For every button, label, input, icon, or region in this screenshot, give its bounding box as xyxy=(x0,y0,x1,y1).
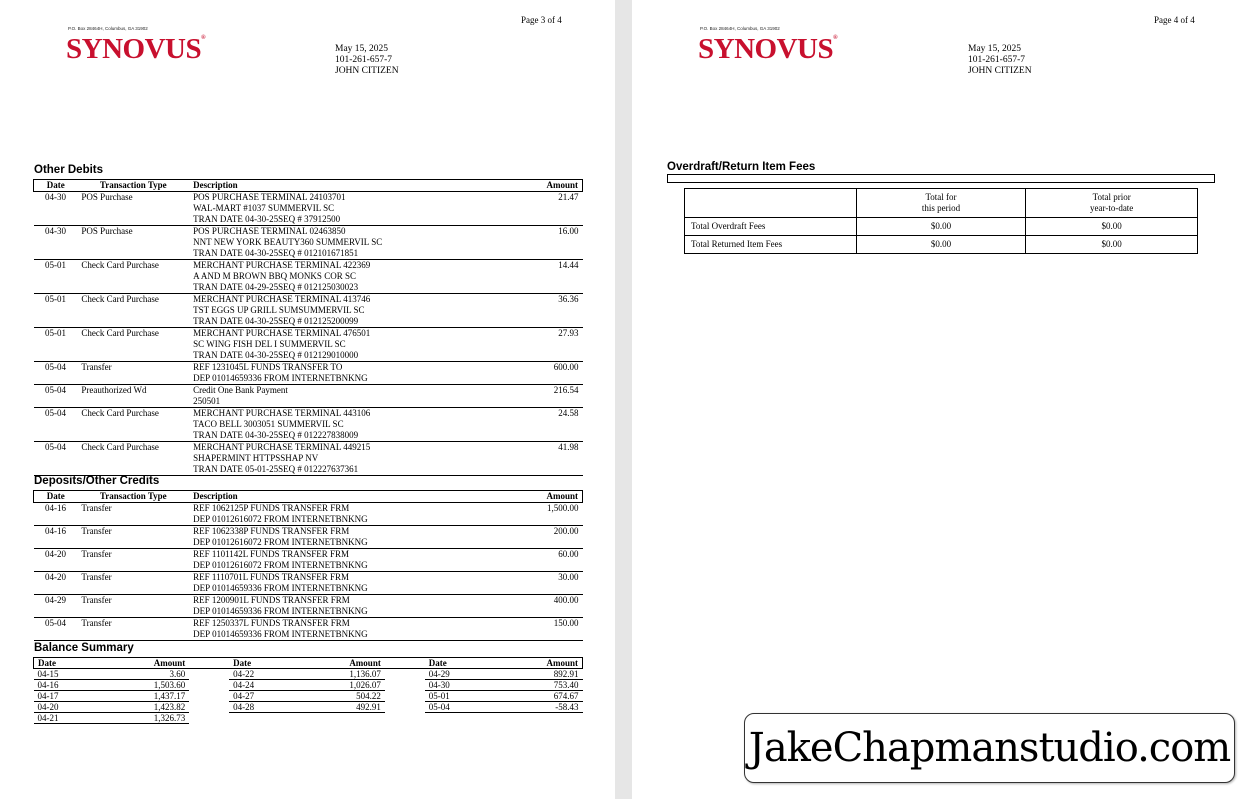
balance-amount: 504.22 xyxy=(269,691,385,702)
description-line: TACO BELL 3003051 SUMMERVIL SC xyxy=(193,419,344,429)
bank-address: P.O. Box 28464H, Columbus, GA 31902 xyxy=(68,26,148,31)
txn-description xyxy=(189,385,487,408)
column-header: Transaction Type xyxy=(77,491,189,503)
balance-date: 04-27 xyxy=(229,691,269,702)
column-header: Date xyxy=(34,658,74,669)
balance-date: 04-29 xyxy=(425,669,465,680)
txn-type: Check Card Purchase xyxy=(77,260,189,294)
description-line: MERCHANT PURCHASE TERMINAL 449215 xyxy=(193,442,371,452)
txn-description xyxy=(189,526,487,549)
description-line: POS PURCHASE TERMINAL 02463850 xyxy=(193,226,346,236)
column-header: Transaction Type xyxy=(77,180,189,192)
description-line: MERCHANT PURCHASE TERMINAL 443106 xyxy=(193,408,371,418)
description-line: SC WING FISH DEL I SUMMERVIL SC xyxy=(193,339,346,349)
txn-date: 05-04 xyxy=(34,442,78,476)
balance-amount: 753.40 xyxy=(465,680,583,691)
txn-date: 04-29 xyxy=(34,595,78,618)
account-number: 101-261-657-7 xyxy=(335,55,392,65)
section-divider xyxy=(667,174,1215,183)
txn-type: Transfer xyxy=(77,526,189,549)
txn-date: 05-04 xyxy=(34,385,78,408)
txn-date: 05-01 xyxy=(34,260,78,294)
txn-type: Check Card Purchase xyxy=(77,408,189,442)
description-line: TRAN DATE 04-30-25SEQ # 012101671851 xyxy=(193,248,359,258)
balance-amount: 492.91 xyxy=(269,702,385,713)
balance-amount: 1,437.17 xyxy=(73,691,189,702)
txn-date: 04-30 xyxy=(34,192,78,226)
txn-date: 04-30 xyxy=(34,226,78,260)
balance-amount: 1,423.82 xyxy=(73,702,189,713)
table-row xyxy=(34,595,583,618)
deposits-table xyxy=(33,490,583,641)
statement-date: May 15, 2025 xyxy=(968,44,1022,54)
description-line: REF 1062338P FUNDS TRANSFER FRM xyxy=(193,526,350,536)
balance-amount: 674.67 xyxy=(465,691,583,702)
column-header: Amount xyxy=(487,491,583,503)
page-number: Page 3 of 4 xyxy=(521,15,562,25)
overdraft-fees-table xyxy=(684,188,1198,254)
description-line: MERCHANT PURCHASE TERMINAL 413746 xyxy=(193,294,371,304)
txn-amount: 150.00 xyxy=(487,618,583,641)
description-line: TST EGGS UP GRILL SUMSUMMERVIL SC xyxy=(193,305,365,315)
column-header: Amount xyxy=(269,658,385,669)
bank-address: P.O. Box 28464H, Columbus, GA 31902 xyxy=(700,26,780,31)
txn-type: POS Purchase xyxy=(77,192,189,226)
description-line: WAL-MART #1037 SUMMERVIL SC xyxy=(193,203,335,213)
txn-amount: 14.44 xyxy=(487,260,583,294)
txn-amount: 16.00 xyxy=(487,226,583,260)
balance-date: 04-16 xyxy=(34,680,74,691)
txn-amount: 60.00 xyxy=(487,549,583,572)
table-row xyxy=(34,294,583,328)
balance-amount: 3.60 xyxy=(73,669,189,680)
txn-description xyxy=(189,226,487,260)
txn-type: Transfer xyxy=(77,549,189,572)
table-row xyxy=(34,362,583,385)
txn-type: Check Card Purchase xyxy=(77,328,189,362)
txn-amount: 21.47 xyxy=(487,192,583,226)
table-row xyxy=(34,192,583,226)
txn-amount: 400.00 xyxy=(487,595,583,618)
fee-label: Total Overdraft Fees xyxy=(685,218,857,236)
description-line: REF 1231045L FUNDS TRANSFER TO xyxy=(193,362,343,372)
statement-header xyxy=(968,44,1032,77)
txn-date: 05-01 xyxy=(34,328,78,362)
txn-type: Transfer xyxy=(77,618,189,641)
other-debits-table xyxy=(33,179,583,476)
description-line: TRAN DATE 04-30-25SEQ # 37912500 xyxy=(193,214,341,224)
balance-amount: 892.91 xyxy=(465,669,583,680)
description-line: MERCHANT PURCHASE TERMINAL 476501 xyxy=(193,328,371,338)
txn-date: 04-20 xyxy=(34,549,78,572)
description-line: REF 1062125P FUNDS TRANSFER FRM xyxy=(193,503,350,513)
txn-type: Preauthorized Wd xyxy=(77,385,189,408)
txn-description xyxy=(189,549,487,572)
fee-period-value: $0.00 xyxy=(856,236,1026,254)
balance-date: 05-04 xyxy=(425,702,465,713)
column-header-ytd: Total prior year-to-date xyxy=(1026,189,1198,218)
column-header: Amount xyxy=(487,180,583,192)
description-line: DEP 01014659336 FROM INTERNETBNKNG xyxy=(193,583,368,593)
balance-summary-table xyxy=(33,657,583,724)
balance-date: 04-15 xyxy=(34,669,74,680)
table-row xyxy=(34,328,583,362)
description-line: Credit One Bank Payment xyxy=(193,385,288,395)
txn-date: 04-16 xyxy=(34,503,78,526)
table-row xyxy=(34,408,583,442)
txn-description xyxy=(189,192,487,226)
txn-date: 05-01 xyxy=(34,294,78,328)
txn-type: Transfer xyxy=(77,362,189,385)
description-line: DEP 01014659336 FROM INTERNETBNKNG xyxy=(193,629,368,639)
balance-amount: 1,026.07 xyxy=(269,680,385,691)
balance-date: 04-28 xyxy=(229,702,269,713)
column-header: Description xyxy=(189,180,487,192)
description-line: REF 1250337L FUNDS TRANSFER FRM xyxy=(193,618,350,628)
bank-logo: SYNOVUS® xyxy=(698,33,838,65)
account-number: 101-261-657-7 xyxy=(968,55,1025,65)
description-line: DEP 01012616072 FROM INTERNETBNKNG xyxy=(193,514,368,524)
balance-date: 04-20 xyxy=(34,702,74,713)
description-line: DEP 01014659336 FROM INTERNETBNKNG xyxy=(193,606,368,616)
statement-header xyxy=(335,44,399,77)
other-debits-title: Other Debits xyxy=(34,164,104,176)
txn-type: POS Purchase xyxy=(77,226,189,260)
txn-amount: 600.00 xyxy=(487,362,583,385)
table-row xyxy=(34,572,583,595)
fee-row xyxy=(685,236,1198,254)
txn-description xyxy=(189,572,487,595)
column-header: Description xyxy=(189,491,487,503)
txn-date: 04-16 xyxy=(34,526,78,549)
txn-amount: 27.93 xyxy=(487,328,583,362)
deposits-title: Deposits/Other Credits xyxy=(34,475,160,487)
description-line: REF 1200901L FUNDS TRANSFER FRM xyxy=(193,595,350,605)
description-line: DEP 01012616072 FROM INTERNETBNKNG xyxy=(193,560,368,570)
txn-description xyxy=(189,503,487,526)
txn-description xyxy=(189,328,487,362)
balance-amount: 1,326.73 xyxy=(73,713,189,724)
description-line: TRAN DATE 04-30-25SEQ # 012129010000 xyxy=(193,350,359,360)
column-header-period: Total for this period xyxy=(856,189,1026,218)
txn-date: 04-20 xyxy=(34,572,78,595)
txn-description xyxy=(189,408,487,442)
description-line: A AND M BROWN BBQ MONKS COR SC xyxy=(193,271,356,281)
txn-description xyxy=(189,618,487,641)
balance-row xyxy=(34,713,583,724)
balance-date: 04-22 xyxy=(229,669,269,680)
description-line: TRAN DATE 04-29-25SEQ # 012125030023 xyxy=(193,282,359,292)
bank-logo: SYNOVUS® xyxy=(66,33,206,65)
description-line: POS PURCHASE TERMINAL 24103701 xyxy=(193,192,346,202)
fee-ytd-value: $0.00 xyxy=(1026,236,1198,254)
description-line: DEP 01014659336 FROM INTERNETBNKNG xyxy=(193,373,368,383)
txn-date: 05-04 xyxy=(34,618,78,641)
txn-description xyxy=(189,442,487,476)
table-row xyxy=(34,260,583,294)
column-header: Amount xyxy=(465,658,583,669)
column-header: Amount xyxy=(73,658,189,669)
txn-amount: 24.58 xyxy=(487,408,583,442)
table-row xyxy=(34,549,583,572)
column-header: Date xyxy=(229,658,269,669)
description-line: REF 1101142L FUNDS TRANSFER FRM xyxy=(193,549,350,559)
balance-date: 04-30 xyxy=(425,680,465,691)
txn-type: Check Card Purchase xyxy=(77,294,189,328)
fee-ytd-value: $0.00 xyxy=(1026,218,1198,236)
txn-description xyxy=(189,294,487,328)
balance-row xyxy=(34,669,583,680)
table-row xyxy=(34,385,583,408)
txn-amount: 216.54 xyxy=(487,385,583,408)
column-header: Date xyxy=(34,180,78,192)
description-line: REF 1110701L FUNDS TRANSFER FRM xyxy=(193,572,350,582)
description-line: DEP 01012616072 FROM INTERNETBNKNG xyxy=(193,537,368,547)
balance-amount: 1,136.07 xyxy=(269,669,385,680)
txn-amount: 36.36 xyxy=(487,294,583,328)
balance-date: 05-01 xyxy=(425,691,465,702)
txn-type: Check Card Purchase xyxy=(77,442,189,476)
balance-summary-title: Balance Summary xyxy=(34,642,134,654)
txn-type: Transfer xyxy=(77,595,189,618)
txn-description xyxy=(189,260,487,294)
txn-date: 05-04 xyxy=(34,408,78,442)
txn-description xyxy=(189,595,487,618)
balance-row xyxy=(34,702,583,713)
description-line: TRAN DATE 05-01-25SEQ # 012227637361 xyxy=(193,464,359,474)
table-row xyxy=(34,618,583,641)
txn-amount: 1,500.00 xyxy=(487,503,583,526)
txn-amount: 30.00 xyxy=(487,572,583,595)
balance-row xyxy=(34,680,583,691)
balance-date: 04-17 xyxy=(34,691,74,702)
column-header: Date xyxy=(425,658,465,669)
customer-name: JOHN CITIZEN xyxy=(968,66,1032,76)
txn-description xyxy=(189,362,487,385)
balance-date: 04-24 xyxy=(229,680,269,691)
table-row xyxy=(34,503,583,526)
balance-amount: -58.43 xyxy=(465,702,583,713)
customer-name: JOHN CITIZEN xyxy=(335,66,399,76)
txn-amount: 41.98 xyxy=(487,442,583,476)
description-line: NNT NEW YORK BEAUTY360 SUMMERVIL SC xyxy=(193,237,383,247)
fee-label: Total Returned Item Fees xyxy=(685,236,857,254)
description-line: SHAPERMINT HTTPSSHAP NV xyxy=(193,453,319,463)
txn-amount: 200.00 xyxy=(487,526,583,549)
balance-row xyxy=(34,691,583,702)
column-header: Date xyxy=(34,491,78,503)
description-line: 250501 xyxy=(193,396,221,406)
txn-date: 05-04 xyxy=(34,362,78,385)
description-line: TRAN DATE 04-30-25SEQ # 012125200099 xyxy=(193,316,359,326)
balance-date: 04-21 xyxy=(34,713,74,724)
txn-type: Transfer xyxy=(77,572,189,595)
txn-type: Transfer xyxy=(77,503,189,526)
watermark: JakeChapmanstudio.com xyxy=(744,713,1235,783)
fee-row xyxy=(685,218,1198,236)
table-row xyxy=(34,526,583,549)
statement-page-3 xyxy=(0,0,615,799)
table-row xyxy=(34,226,583,260)
balance-amount: 1,503.60 xyxy=(73,680,189,691)
statement-page-4 xyxy=(632,0,1250,799)
fee-period-value: $0.00 xyxy=(856,218,1026,236)
description-line: MERCHANT PURCHASE TERMINAL 422369 xyxy=(193,260,371,270)
page-number: Page 4 of 4 xyxy=(1154,15,1195,25)
overdraft-title: Overdraft/Return Item Fees xyxy=(667,161,816,173)
table-row xyxy=(34,442,583,476)
statement-date: May 15, 2025 xyxy=(335,44,389,54)
description-line: TRAN DATE 04-30-25SEQ # 012227838009 xyxy=(193,430,359,440)
